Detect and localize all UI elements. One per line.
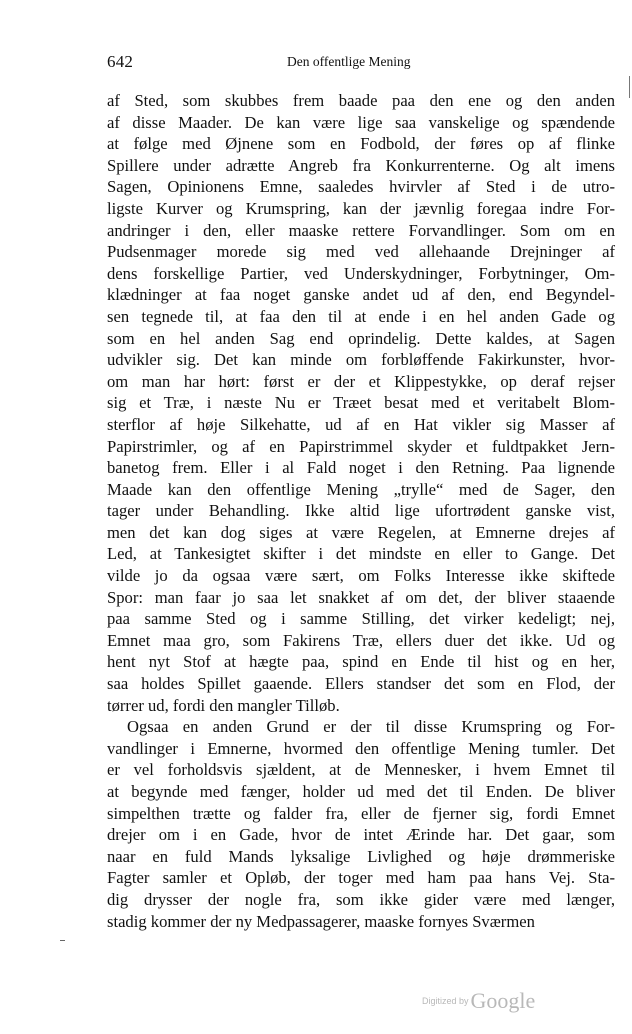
text-line: simpelthen trætte og falder fra, eller de fjerner sig, fordi Emnet [107,803,615,823]
text-line: saa holdes Spillet gaaende. Ellers standser det som en Flod, der [107,674,615,694]
text-line: Spillere under adrætte Angreb fra Konkurrenterne. Og alt imens [107,155,615,175]
text-line: dens forskellige Partier, ved Underskydninger, Forbytninger, Om- [107,263,615,283]
text-line: er vel forholdsvis sjældent, at de Mennesker, i hvem Emnet til [107,760,615,780]
text-line: ligste Kurver og Krumspring, kan der jævnlig foregaa indre For- [107,198,615,218]
text-line: om man har hørt: først er der et Klippestykke, op deraf rejser [107,371,615,391]
text-line: Pudsenmager morede sig med ved allehaande Drejninger af [107,242,615,262]
text-line: at følge med Øjnene som en Fodbold, der føres op af flinke [107,134,615,154]
text-line: men det kan dog siges at være Regelen, at Emnerne drejes af [107,522,615,542]
text-line: Led, at Tankesigtet skifter i det mindste en eller to Gange. Det [107,544,615,564]
watermark-prefix: Digitized by [422,996,469,1006]
text-line: at begynde med fænger, holder ud med det til Enden. De bliver [107,782,615,801]
text-line: af disse Maader. De kan være lige saa vanskelige og spændende [107,112,615,132]
text-line: drejer om i en Gade, hvor de intet Ærinde har. Det gaar, som [107,825,615,845]
page-number: 642 [107,52,134,71]
text-line: som en hel anden Sag end oprindelig. Dette kaldes, at Sagen [107,328,615,348]
text-line: tørrer ud, fordi den mangler Tilløb. [107,695,340,715]
text-line: klædninger at faa noget ganske andet ud af den, end Begyndel- [107,285,615,305]
text-line: banetog frem. Eller i al Fald noget i den Retning. Paa lignende [107,458,615,478]
text-line: hent nyt Stof at hægte paa, spind en Ende til hist og en her, [107,652,615,672]
text-line: andringer i den, eller maaske rettere Forvandlinger. Som om en [107,220,615,240]
text-line: sterflor af høje Silkehatte, ud af en Hat vikler sig Masser af [107,414,615,434]
text-line: naar en fuld Mands lyksalige Livlighed og høje drømmeriske [107,846,615,866]
text-line: vilde jo da ogsaa være sært, om Folks Interesse ikke skiftede [107,566,615,586]
text-line: vandlinger i Emnerne, hvormed den offentlige Mening tumler. Det [107,738,615,758]
text-line: Sagen, Opinionens Emne, saaledes hvirvler af Sted i de utro- [107,177,615,197]
text-line: Ogsaa en anden Grund er der til disse Krumspring og For- [127,717,615,737]
margin-mark [629,76,630,98]
body-text [107,90,615,932]
google-logo: Google [470,988,536,1013]
margin-mark [60,940,65,941]
text-line: paa samme Sted og i samme Stilling, det virker kedeligt; nej, [107,609,615,629]
paragraph [107,716,615,932]
paragraph [107,90,615,716]
text-line: sig et Træ, i næste Nu er Træet besat med et veritabelt Blom- [107,393,615,413]
running-head: Den offentlige Mening [287,54,411,69]
text-line: udvikler sig. Det kan minde om forbløffende Fakirkunster, hvor- [107,350,615,370]
text-line: stadig kommer der ny Medpassagerer, maaske fornyes Sværmen [107,911,535,931]
page-header [107,52,615,76]
text-line: Spor: man faar jo saa let snakket af om det, der bliver staaende [107,587,615,607]
text-line: sen tegnede til, at faa den til at ende i en hel anden Gade og [107,306,615,326]
text-line: dig drysser der nogle fra, som ikke gider være med længer, [107,889,615,909]
text-line: tager under Behandling. Ikke altid lige ufortrødent ganske vist, [107,501,615,521]
text-line: Fagter samler et Opløb, der toger med ham paa hans Vej. Sta- [107,868,615,888]
text-line: af Sted, som skubbes frem baade paa den ene og den anden [107,91,615,110]
text-line: Emnet maa gro, som Fakirens Træ, ellers duer det ikke. Ud og [107,630,615,650]
text-line: Maade kan den offentlige Mening „trylle“ med de Sager, den [107,479,615,499]
digitization-watermark [422,988,535,1014]
text-line: Papirstrimler, og af en Papirstrimmel skyder et fuldtpakket Jern- [107,436,615,456]
